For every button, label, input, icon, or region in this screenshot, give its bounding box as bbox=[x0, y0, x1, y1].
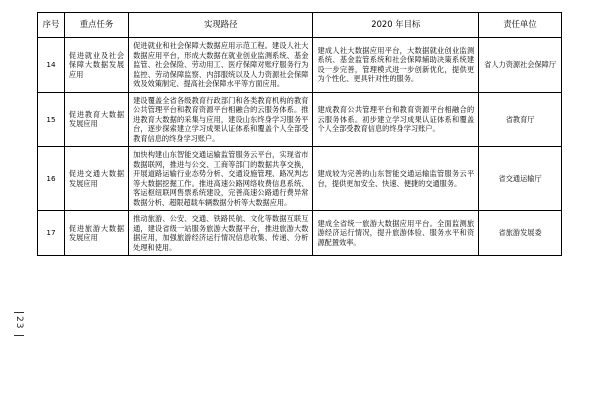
table-row bbox=[38, 147, 562, 211]
page-number-dash-top bbox=[14, 312, 24, 313]
cell-task: 促进交通大数据发展应用 bbox=[64, 147, 128, 211]
cell-seq: 14 bbox=[38, 38, 65, 93]
column-header-path: 实现路径 bbox=[129, 13, 313, 38]
cell-path: 促进就业和社会保障大数据应用示范工程。建设人社大数据应用平台，形成大数据在就业创业监测系统、基金监管、社会保险、劳动用工、医疗保障对账疗服务行为监控、劳动保障监察、内部服统以及人力资源社会保障效及效策制定、提高社会保障水平等方面应用。 bbox=[129, 38, 313, 93]
tasks-table bbox=[37, 12, 562, 256]
table-header-row bbox=[38, 13, 562, 38]
column-header-unit: 责任单位 bbox=[479, 13, 562, 38]
cell-unit: 省交通运输厅 bbox=[479, 147, 562, 211]
page-number-value: 23 bbox=[14, 316, 24, 330]
table-row bbox=[38, 92, 562, 147]
table-row bbox=[38, 211, 562, 256]
cell-task: 促进教育大数据发展应用 bbox=[64, 92, 128, 147]
cell-path: 建设覆盖全省各级教育行政部门和各类教育机构的教育公共管理平台和教育资源平台相融合的云服务体系。推进教育大数据的采集与应用，建设山东终身学习服务平台，逐步探索建立学习成果认证体系和覆盖个人全部受教育信息的终身学习账户。 bbox=[129, 92, 313, 147]
column-header-seq: 序号 bbox=[38, 13, 65, 38]
cell-seq: 16 bbox=[38, 147, 65, 211]
cell-goal: 建成全省统一旅游大数据应用平台。全面监测旅游经济运行情况，提升旅游体验、服务水平和资源配置效率。 bbox=[313, 211, 479, 256]
page-number bbox=[6, 310, 32, 336]
cell-unit: 省人力资源社会保障厅 bbox=[479, 38, 562, 93]
cell-task: 促进就业及社会保障大数据发展应用 bbox=[64, 38, 128, 93]
cell-path: 推动旅游、公安、交通、铁路民航、文化等数据互联互通，建设省级一站服务旅游大数据平台，推进旅游大数据应用，加强旅游经济运行情况信息收集、传递、分析处理和使用。 bbox=[129, 211, 313, 256]
cell-seq: 17 bbox=[38, 211, 65, 256]
cell-unit: 省旅游发展委 bbox=[479, 211, 562, 256]
table-row bbox=[38, 38, 562, 93]
cell-task: 促进旅游大数据发展应用 bbox=[64, 211, 128, 256]
cell-path: 加快构建山东智能交通运输监管服务云平台，实现省市数据联网，推进与公交、工商等部门的数据共享交换，开展道路运输行业态势分析、交通设施管理、路况判志等大数据挖掘工作。推进高速公路网络收费信息系统、客运枢纽联网售票系统建设，完善高速公路通行费异常数据分析、超限超载车辆数据分析等大数据应用。 bbox=[129, 147, 313, 211]
cell-goal: 建成人社大数据应用平台，大数据就业创业监测系统、基金监管系统和社会保障辅助决策系统建设一步完善，管理模式进一步创新优化，提供更为个性化、更具针对性的服务。 bbox=[313, 38, 479, 93]
cell-goal: 建成较为完善的山东智能交通运输监管服务云平台，提供更加安全、快速、便捷的交通服务。 bbox=[313, 147, 479, 211]
column-header-task: 重点任务 bbox=[64, 13, 128, 38]
cell-goal: 建成教育公共管理平台和教育资源平台相融合的云服务体系。初步建立学习成果认证体系和覆盖个人全部受教育信息的终身学习账户。 bbox=[313, 92, 479, 147]
column-header-goal: 2020 年目标 bbox=[313, 13, 479, 38]
page-number-dash-bottom bbox=[14, 335, 24, 336]
cell-unit: 省教育厅 bbox=[479, 92, 562, 147]
cell-seq: 15 bbox=[38, 92, 65, 147]
